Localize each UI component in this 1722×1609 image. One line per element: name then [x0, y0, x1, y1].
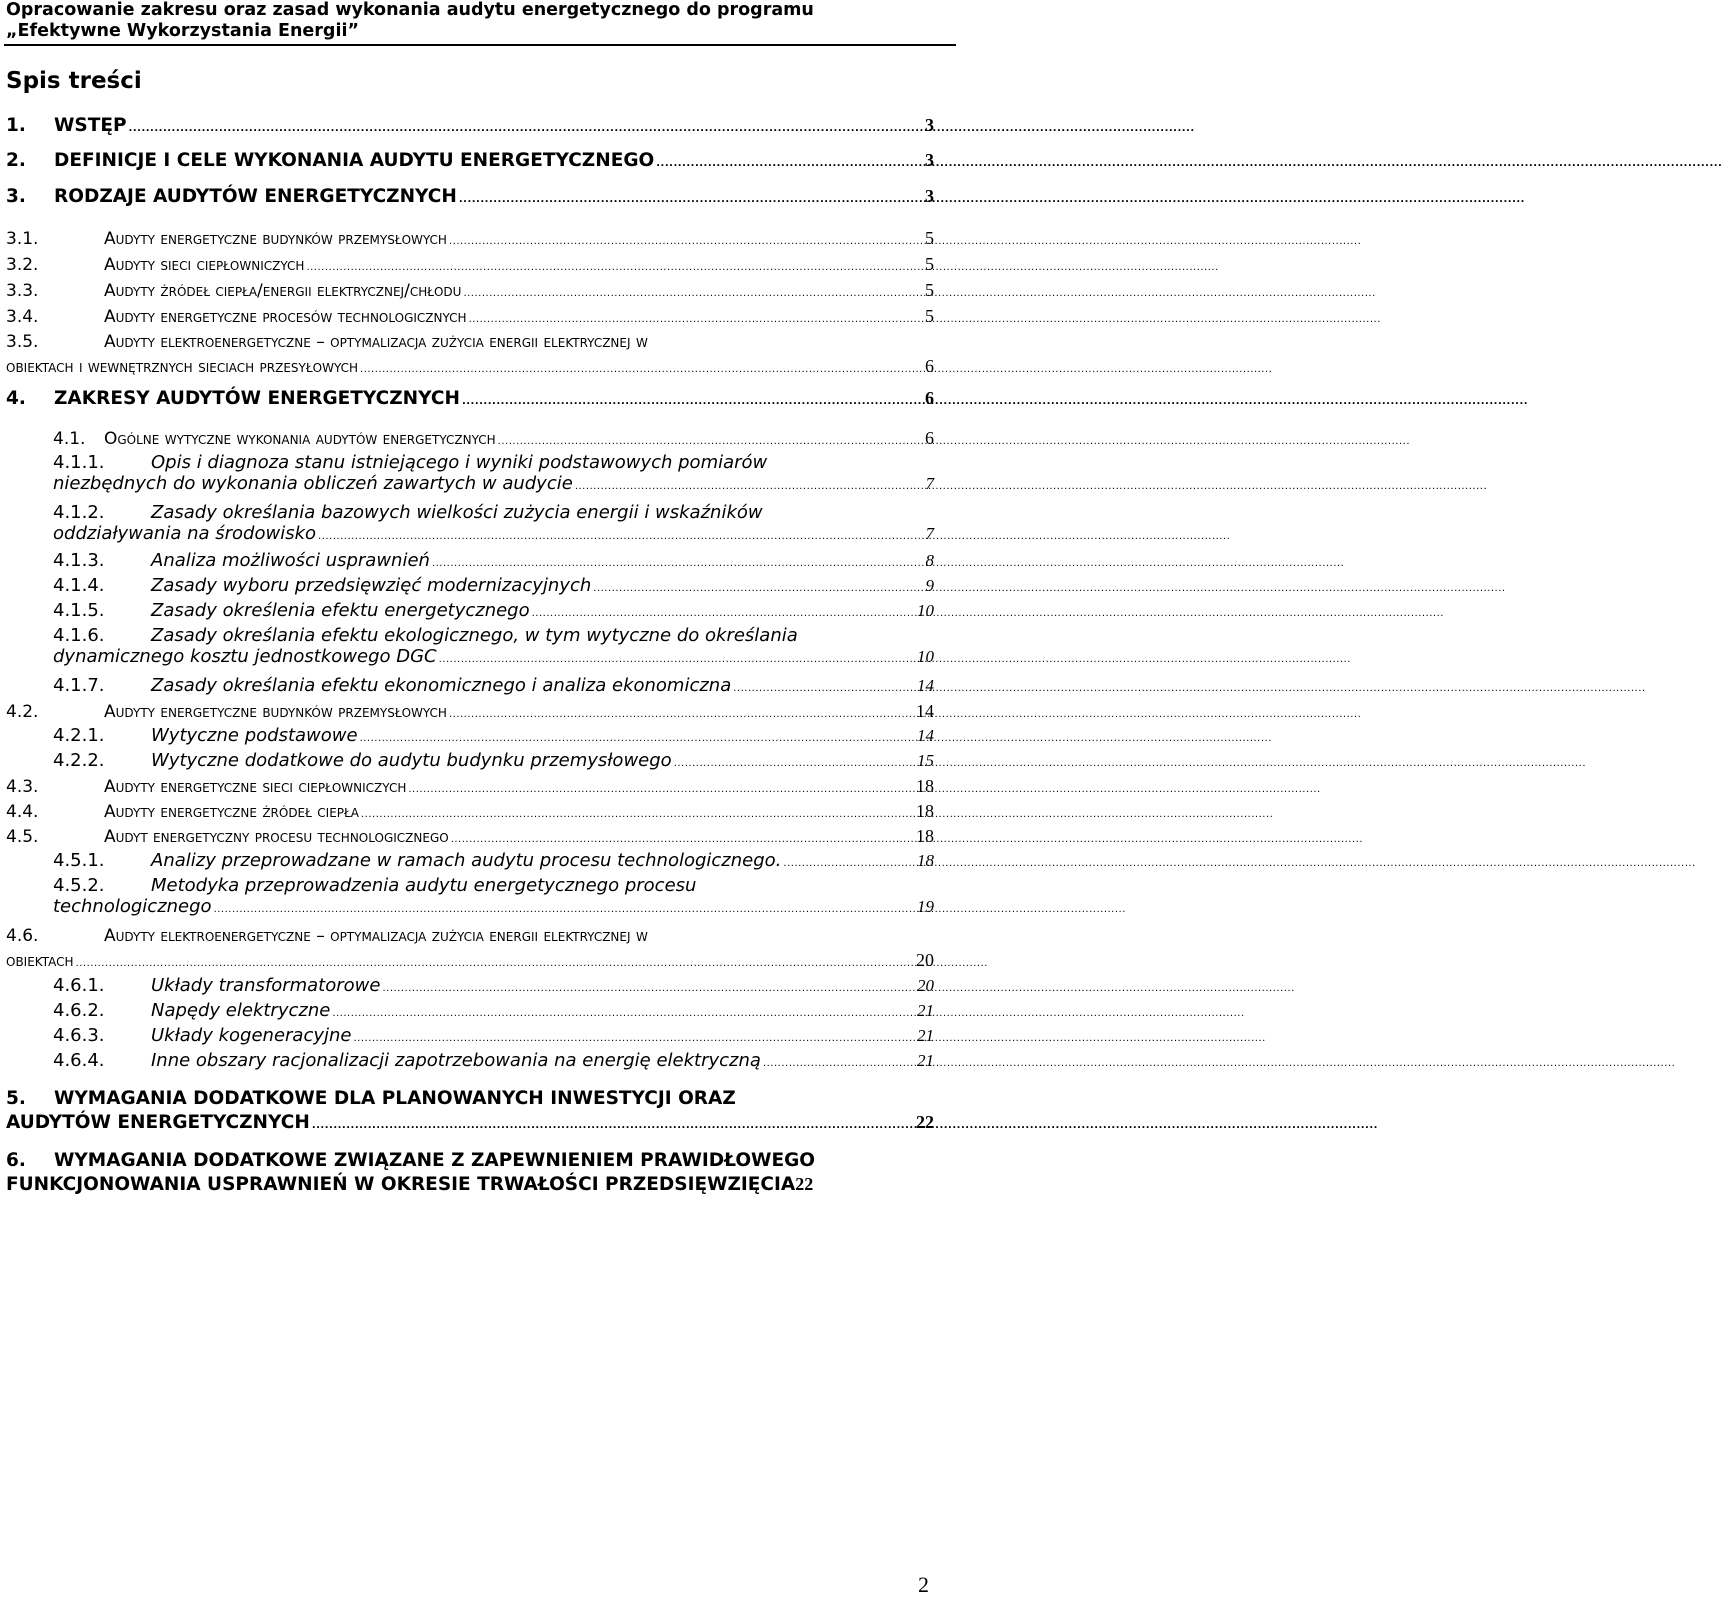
- toc-entry-4-1-7[interactable]: [53, 675, 934, 696]
- dot-leader: [469, 314, 922, 325]
- toc-number: 4.1.2.: [53, 502, 105, 523]
- toc-title: Spis treści: [6, 68, 142, 94]
- toc-page: 9: [925, 576, 934, 595]
- toc-title-text-continued: oddziaływania na środowisko: [53, 523, 317, 544]
- toc-entry-6[interactable]: [6, 1150, 934, 1195]
- toc-page: 3: [925, 150, 934, 170]
- toc-entry-4-1-6[interactable]: [53, 625, 934, 667]
- dot-leader: [449, 709, 913, 720]
- toc-page: 18: [916, 776, 934, 796]
- dot-leader: [432, 558, 923, 569]
- toc-page: 15: [917, 751, 934, 770]
- toc-number: 4.1.: [53, 429, 86, 449]
- toc-entry-4-1[interactable]: [53, 428, 934, 449]
- toc-page: 21: [917, 1001, 934, 1020]
- toc-number: 4.1.1.: [53, 452, 105, 473]
- toc-title-text-continued: obiektach: [6, 951, 74, 971]
- toc-page: 10: [917, 647, 934, 666]
- toc-page: 22: [795, 1174, 814, 1194]
- toc-page: 7: [925, 524, 934, 543]
- toc-title-text: Audyty elektroenergetyczne – optymalizacja zużycia energii elektrycznej w: [104, 926, 648, 946]
- toc-title-text-continued: dynamicznego kosztu jednostkowego DGC: [53, 646, 437, 667]
- toc-entry-3-5[interactable]: [6, 332, 934, 377]
- toc-number: 4.6.4.: [53, 1050, 105, 1071]
- toc-number: 3.4.: [6, 307, 39, 327]
- dot-leader: [361, 809, 913, 820]
- toc-number: 4.: [6, 388, 26, 409]
- toc-number: 4.1.3.: [53, 550, 105, 571]
- toc-number: 4.1.6.: [53, 625, 105, 646]
- toc-page: 6: [925, 428, 934, 448]
- toc-entry-4-1-1[interactable]: [53, 452, 934, 494]
- toc-entry-4-2[interactable]: [6, 701, 934, 722]
- toc-title-text: Układy kogeneracyjne: [151, 1025, 352, 1046]
- toc-title-text-continued: FUNKCJONOWANIA USPRAWNIEŃ W OKRESIE TRWAŁOŚCI PRZEDSIĘWZIĘCIA: [6, 1174, 796, 1195]
- toc-number: 3.3.: [6, 281, 39, 301]
- dot-leader: [306, 262, 922, 273]
- toc-page: 18: [917, 851, 934, 870]
- toc-title-text: Zasady określania efektu ekonomicznego i analiza ekonomiczna: [151, 675, 732, 696]
- toc-number: 4.3.: [6, 777, 39, 797]
- dot-leader: [575, 481, 923, 492]
- toc-title-text: Audyt energetyczny procesu technologicznego: [104, 827, 449, 847]
- dot-leader: [360, 364, 922, 375]
- toc-title-text: Analiza możliwości usprawnień: [151, 550, 430, 571]
- toc-number: 5.: [6, 1088, 26, 1109]
- dot-leader: [674, 758, 914, 769]
- toc-number: 4.6.: [6, 926, 39, 946]
- toc-page: 21: [917, 1026, 934, 1045]
- toc-entry-4-1-3[interactable]: [53, 550, 934, 571]
- toc-entry-4-3[interactable]: [6, 776, 934, 797]
- dot-leader: [462, 396, 922, 407]
- toc-number: 4.1.7.: [53, 675, 105, 696]
- toc-page: 5: [925, 280, 934, 300]
- toc-number: 4.2.2.: [53, 750, 105, 771]
- toc-page: 5: [925, 228, 934, 248]
- toc-entry-4-1-5[interactable]: [53, 600, 934, 621]
- toc-number: 3.1.: [6, 229, 39, 249]
- toc-title-text: Analizy przeprowadzane w ramach audytu procesu technologicznego.: [151, 850, 782, 871]
- toc-page: 5: [925, 254, 934, 274]
- toc-page: 14: [916, 701, 934, 721]
- toc-number: 4.6.2.: [53, 1000, 105, 1021]
- toc-title-text-continued: AUDYTÓW ENERGETYCZNYCH: [6, 1112, 310, 1133]
- toc-entry-4-2-2[interactable]: [53, 750, 934, 771]
- toc-page: 5: [925, 306, 934, 326]
- toc-number: 3.5.: [6, 332, 39, 352]
- toc-entry-4-6-1[interactable]: [53, 975, 934, 996]
- toc-title-text: Zasady określenia efektu energetycznego: [151, 600, 530, 621]
- toc-page: 7: [925, 474, 934, 493]
- toc-title-text: ZAKRESY AUDYTÓW ENERGETYCZNYCH: [54, 388, 460, 409]
- toc-title-text: DEFINICJE I CELE WYKONANIA AUDYTU ENERGETYCZNEGO: [54, 150, 655, 171]
- toc-entry-4-6[interactable]: [6, 926, 934, 971]
- toc-page: 18: [916, 801, 934, 821]
- dot-leader: [532, 608, 914, 619]
- toc-page: 3: [925, 186, 934, 206]
- toc-number: 4.5.: [6, 827, 39, 847]
- dot-leader: [408, 784, 913, 795]
- toc-number: 4.6.3.: [53, 1025, 105, 1046]
- toc-title-text: Wytyczne podstawowe: [151, 725, 358, 746]
- toc-title-text: Zasady określania bazowych wielkości zużycia energii i wskaźników: [151, 502, 763, 523]
- toc-number: 3.: [6, 186, 26, 207]
- toc-entry-4-5-1[interactable]: [53, 850, 934, 871]
- toc-title-text: Audyty sieci ciepłowniczych: [104, 255, 305, 275]
- dot-leader: [353, 1033, 914, 1044]
- toc-entry-3-1[interactable]: [6, 228, 934, 249]
- dot-leader: [498, 436, 922, 447]
- dot-leader: [459, 194, 922, 205]
- toc-number: 4.6.1.: [53, 975, 105, 996]
- toc-title-text: Audyty energetyczne sieci ciepłowniczych: [104, 777, 407, 797]
- toc-entry-3-3[interactable]: [6, 280, 934, 301]
- toc-title-text-continued: technologicznego: [53, 896, 212, 917]
- toc-page: 22: [916, 1112, 934, 1132]
- dot-leader: [332, 1008, 914, 1019]
- toc-entry-4-5-2[interactable]: [53, 875, 934, 917]
- toc-title-text-continued: obiektach i wewnętrznych sieciach przesyłowych: [6, 357, 359, 377]
- toc-entry-4-6-3[interactable]: [53, 1025, 934, 1046]
- toc-number: 3.2.: [6, 255, 39, 275]
- toc-title-text: RODZAJE AUDYTÓW ENERGETYCZNYCH: [54, 186, 457, 207]
- toc-number: 4.1.5.: [53, 600, 105, 621]
- toc-title-text: Układy transformatorowe: [151, 975, 381, 996]
- toc-title-text: Audyty źródeł ciepła/energii elektrycznej/chłodu: [104, 281, 462, 301]
- dot-leader: [76, 958, 913, 969]
- dot-leader: [382, 983, 914, 994]
- toc-page: 6: [925, 388, 934, 408]
- dot-leader: [451, 834, 913, 845]
- toc-number: 4.2.: [6, 702, 39, 722]
- toc-page: 20: [917, 976, 934, 995]
- toc-title-text: Metodyka przeprowadzenia audytu energetycznego procesu: [151, 875, 697, 896]
- toc-title-text: Audyty energetyczne budynków przemysłowych: [104, 702, 447, 722]
- toc-entry-4-2-1[interactable]: [53, 725, 934, 746]
- toc-entry-4-6-2[interactable]: [53, 1000, 934, 1021]
- toc-entry-4[interactable]: [6, 388, 934, 409]
- dot-leader: [593, 583, 922, 594]
- dot-leader: [463, 288, 922, 299]
- toc-page: 21: [917, 1051, 934, 1070]
- toc-page: 10: [917, 601, 934, 620]
- toc-number: 6.: [6, 1150, 26, 1171]
- toc-number: 1.: [6, 115, 26, 136]
- header-line-1: Opracowanie zakresu oraz zasad wykonania audytu energetycznego do programu: [6, 0, 814, 20]
- toc-title-text: WYMAGANIA DODATKOWE DLA PLANOWANYCH INWESTYCJI ORAZ: [54, 1088, 736, 1109]
- dot-leader: [360, 733, 914, 744]
- header-line-2: „Efektywne Wykorzystania Energii”: [6, 21, 359, 41]
- toc-entry-3-4[interactable]: [6, 306, 934, 327]
- toc-entry-3[interactable]: [6, 186, 934, 207]
- toc-number: 4.5.2.: [53, 875, 105, 896]
- toc-page: 14: [917, 676, 934, 695]
- toc-entry-1[interactable]: [6, 115, 934, 136]
- toc-number: 4.1.4.: [53, 575, 105, 596]
- dot-leader: [733, 683, 914, 694]
- toc-entry-3-2[interactable]: [6, 254, 934, 275]
- dot-leader: [783, 858, 914, 869]
- toc-number: 4.4.: [6, 802, 39, 822]
- toc-title-text: Wytyczne dodatkowe do audytu budynku przemysłowego: [151, 750, 672, 771]
- toc-page: 18: [916, 826, 934, 846]
- toc-page: 14: [917, 726, 934, 745]
- toc-entry-4-1-4[interactable]: [53, 575, 934, 596]
- toc-title-text: Inne obszary racjonalizacji zapotrzebowania na energię elektryczną: [151, 1050, 761, 1071]
- dot-leader: [763, 1058, 914, 1069]
- toc-entry-2[interactable]: [6, 150, 934, 171]
- toc-title-text: Opis i diagnoza stanu istniejącego i wyniki podstawowych pomiarów: [151, 452, 768, 473]
- toc-title-text: Zasady wyboru przedsięwzięć modernizacyjnych: [151, 575, 592, 596]
- toc-title-text: Audyty energetyczne budynków przemysłowych: [104, 229, 447, 249]
- dot-leader: [318, 531, 922, 542]
- toc-entry-4-5[interactable]: [6, 826, 934, 847]
- dot-leader: [129, 123, 922, 134]
- toc-entry-4-1-2[interactable]: [53, 502, 934, 544]
- dot-leader: [656, 158, 922, 169]
- toc-number: 2.: [6, 150, 26, 171]
- toc-page: 6: [925, 356, 934, 376]
- dot-leader: [312, 1120, 913, 1131]
- dot-leader: [214, 904, 914, 915]
- toc-number: 4.2.1.: [53, 725, 105, 746]
- toc-entry-5[interactable]: [6, 1088, 934, 1133]
- page-number: 2: [918, 1572, 929, 1597]
- toc-page: 19: [917, 897, 934, 916]
- toc-number: 4.5.1.: [53, 850, 105, 871]
- toc-title-text: Audyty elektroenergetyczne – optymalizacja zużycia energii elektrycznej w: [104, 332, 648, 352]
- toc-title-text: Ogólne wytyczne wykonania audytów energetycznych: [104, 429, 496, 449]
- toc-title-text: Audyty energetyczne źródeł ciepła: [104, 802, 359, 822]
- dot-leader: [449, 236, 922, 247]
- toc-page: 3: [925, 115, 934, 135]
- toc-title-text: WYMAGANIA DODATKOWE ZWIĄZANE Z ZAPEWNIENIEM PRAWIDŁOWEGO: [54, 1150, 816, 1171]
- toc-title-text: Zasady określania efektu ekologicznego, w tym wytyczne do określania: [151, 625, 798, 646]
- toc-page: 8: [925, 551, 934, 570]
- toc-title-text: Napędy elektryczne: [151, 1000, 331, 1021]
- toc-title-text: Audyty energetyczne procesów technologicznych: [104, 307, 467, 327]
- toc-entry-4-4[interactable]: [6, 801, 934, 822]
- dot-leader: [439, 654, 914, 665]
- toc-entry-4-6-4[interactable]: [53, 1050, 934, 1071]
- toc-page: 20: [916, 950, 934, 970]
- toc-title-text: WSTĘP: [54, 115, 127, 136]
- toc-title-text-continued: niezbędnych do wykonania obliczeń zawartych w audycie: [53, 473, 573, 494]
